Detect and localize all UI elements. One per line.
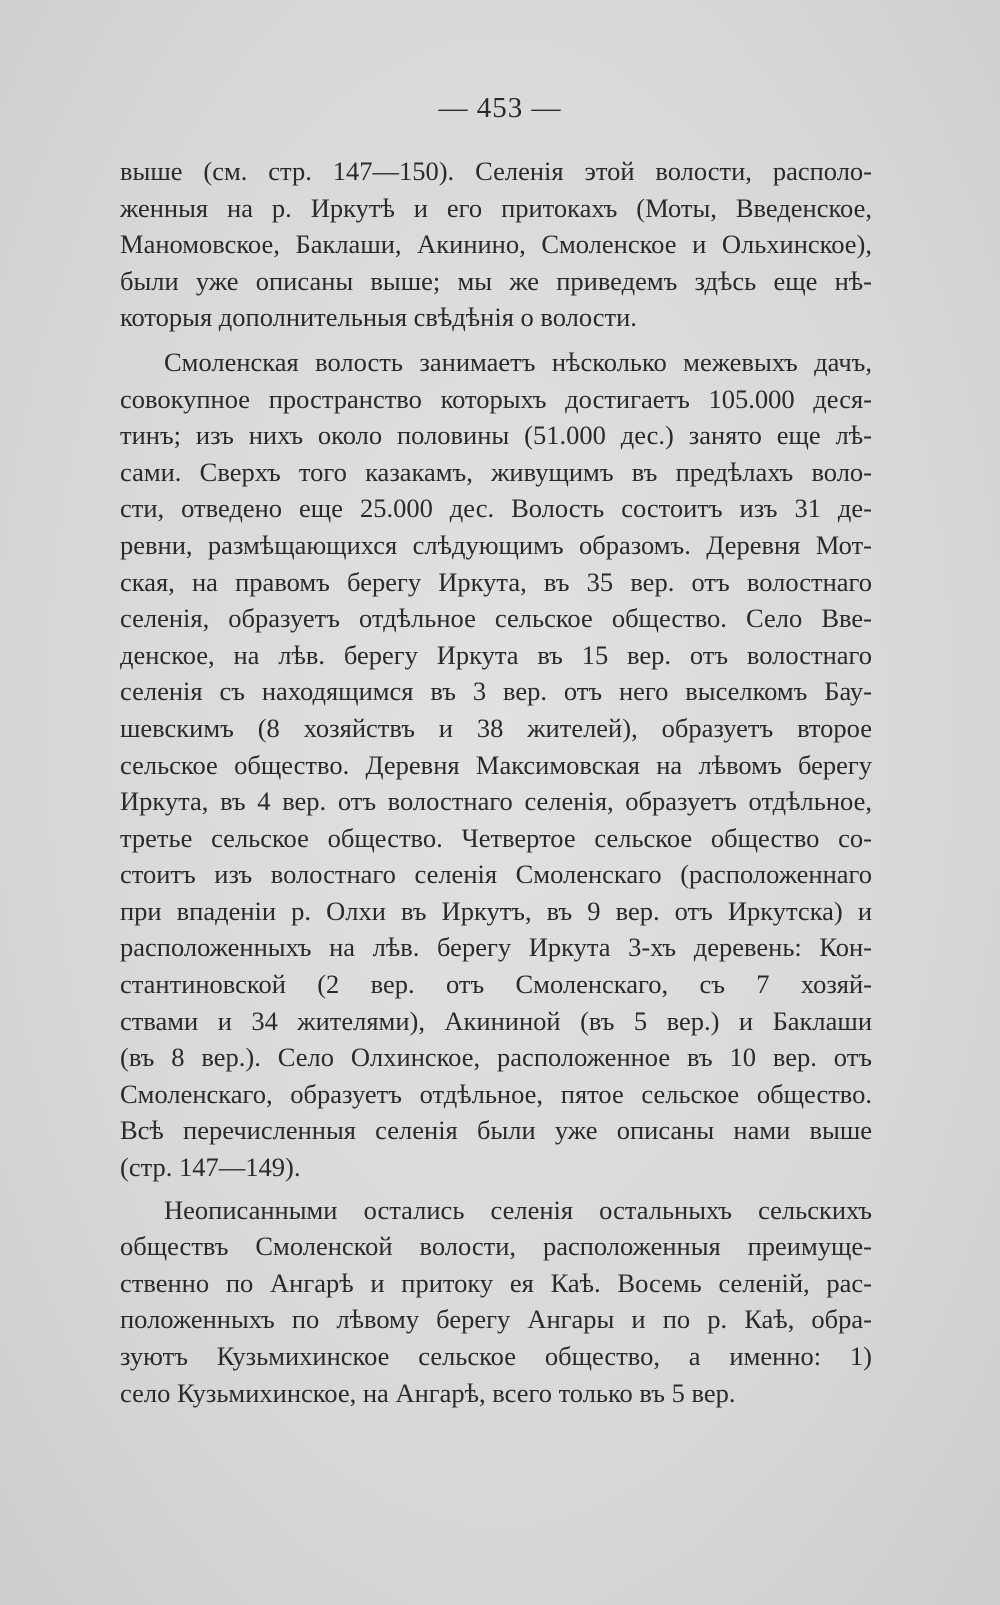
text-line: были уже описаны выше; мы же приведемъ здѣсь еще нѣ- bbox=[120, 265, 872, 296]
text-line: положенныхъ по лѣвому берегу Ангары и по р. Каѣ, обра- bbox=[120, 1304, 872, 1335]
page-number: — 453 — bbox=[438, 92, 562, 124]
text-line: сти, отведено еще 25.000 дес. Волость состоитъ изъ 31 де- bbox=[120, 493, 872, 524]
text-line: Смоленскаго, образуетъ отдѣльное, пятое сельское общество. bbox=[120, 1078, 872, 1109]
text-line: стоитъ изъ волостнаго селенія Смоленскаго (расположеннаго bbox=[120, 859, 872, 890]
text-line: ственно по Ангарѣ и притоку ея Каѣ. Восемь селеній, рас- bbox=[120, 1267, 872, 1298]
text-line: стантиновской (2 вер. отъ Смоленскаго, съ 7 хозяй- bbox=[120, 969, 872, 1000]
text-line: Неописанными остались селенія остальныхъ сельскихъ bbox=[164, 1194, 872, 1225]
text-line: выше (см. стр. 147—150). Селенія этой волости, располо- bbox=[120, 156, 872, 186]
text-body bbox=[120, 153, 872, 1411]
paragraph bbox=[120, 1192, 872, 1412]
text-line: сами. Сверхъ того казакамъ, живущимъ въ предѣлахъ воло- bbox=[120, 456, 872, 487]
text-line: обществъ Смоленской волости, расположенныя преимуще- bbox=[120, 1231, 872, 1262]
paragraph bbox=[120, 344, 872, 1186]
text-line: третье сельское общество. Четвертое сельское общество со- bbox=[120, 822, 872, 853]
text-line: при впаденіи р. Олхи въ Иркутъ, въ 9 вер. отъ Иркутска) и bbox=[120, 895, 872, 926]
text-line: зуютъ Кузьмихинское сельское общество, а именно: 1) bbox=[120, 1341, 872, 1371]
paragraph bbox=[120, 153, 872, 336]
text-line: Всѣ перечисленныя селенія были уже описаны нами выше bbox=[120, 1115, 872, 1146]
text-line: Смоленская волость занимаетъ нѣсколько межевыхъ дачъ, bbox=[164, 346, 872, 377]
text-line: ствами и 34 жителями), Акининой (въ 5 вер.) и Баклаши bbox=[120, 1005, 872, 1036]
text-line: (въ 8 вер.). Село Олхинское, расположенное въ 10 вер. отъ bbox=[120, 1042, 872, 1073]
text-line: денское, на лѣв. берегу Иркута въ 15 вер. отъ волостнаго bbox=[120, 639, 872, 670]
text-line: шевскимъ (8 хозяйствъ и 38 жителей), образуетъ второе bbox=[120, 712, 872, 743]
text-line: которыя дополнительныя свѣдѣнія о волости. bbox=[120, 302, 637, 333]
text-line: (стр. 147—149). bbox=[120, 1152, 301, 1183]
text-line: ская, на правомъ берегу Иркута, въ 35 вер. отъ волостнаго bbox=[120, 566, 872, 597]
text-line: тинъ; изъ нихъ около половины (51.000 дес.) занято еще лѣ- bbox=[120, 420, 872, 451]
text-line: Маномовское, Баклаши, Акинино, Смоленское и Ольхинское), bbox=[120, 229, 872, 260]
text-line: Иркута, въ 4 вер. отъ волостнаго селенія, образуетъ отдѣльное, bbox=[120, 786, 872, 817]
text-line: сельское общество. Деревня Максимовская на лѣвомъ берегу bbox=[120, 749, 872, 780]
text-line: расположенныхъ на лѣв. берегу Иркута 3-хъ деревень: Кон- bbox=[120, 932, 872, 963]
text-line: селенія съ находящимся въ 3 вер. отъ него выселкомъ Бау- bbox=[120, 676, 872, 707]
text-line: ревни, размѣщающихся слѣдующимъ образомъ. Деревня Мот- bbox=[120, 529, 872, 560]
text-line: совокупное пространство которыхъ достигаетъ 105.000 деся- bbox=[120, 383, 872, 414]
text-line: женныя на р. Иркутѣ и его притокахъ (Моты, Введенское, bbox=[120, 192, 872, 223]
text-line: село Кузьмихинское, на Ангарѣ, всего только въ 5 вер. bbox=[120, 1377, 736, 1408]
text-line: селенія, образуетъ отдѣльное сельское общество. Село Вве- bbox=[120, 603, 872, 634]
